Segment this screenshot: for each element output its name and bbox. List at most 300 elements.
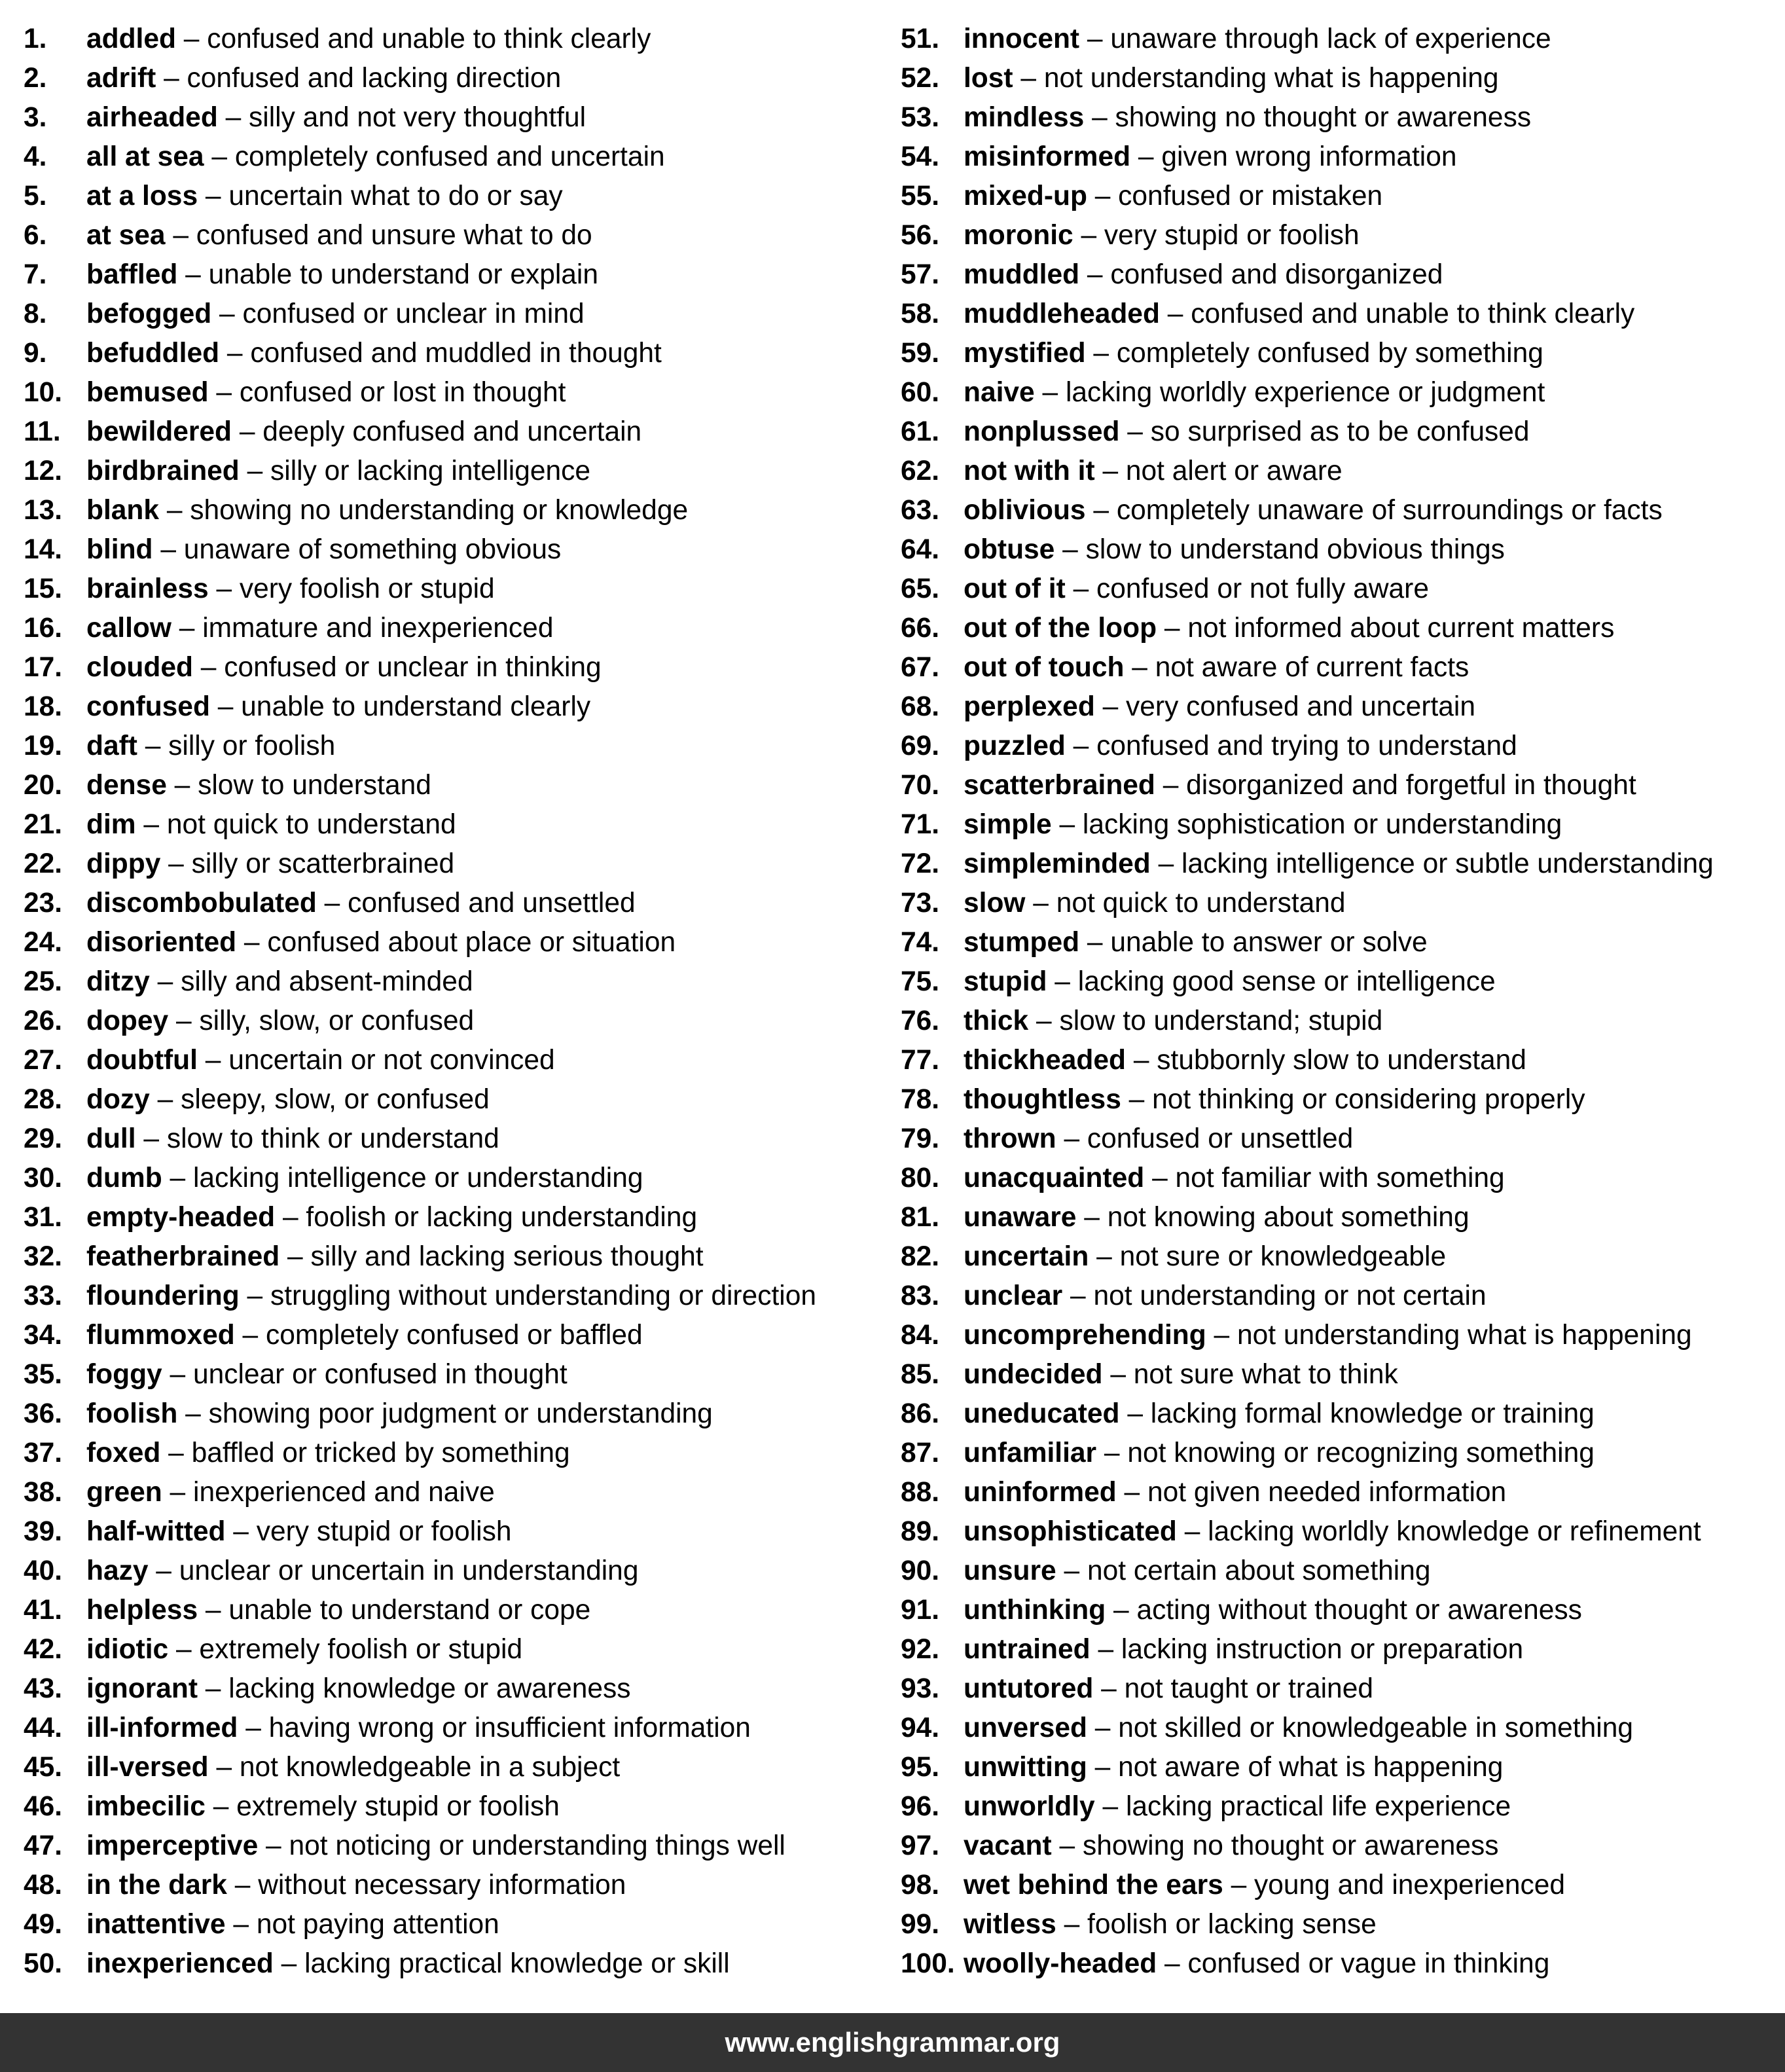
item-separator: – [1167,299,1183,329]
item-separator: – [1070,1281,1086,1311]
item-separator: – [1163,770,1179,801]
item-definition: confused and unsettled [348,888,636,918]
item-number: 13. [24,495,63,526]
item-separator: – [226,338,243,369]
item-separator: – [185,259,201,290]
item-separator: – [168,848,184,879]
item-definition: confused or unclear in thinking [224,652,602,683]
item-number: 93. [901,1673,940,1704]
item-number: 83. [901,1281,940,1311]
item-separator: – [211,141,228,172]
item-separator: – [1096,1241,1112,1272]
item-separator: – [1055,966,1070,997]
item-definition: not given needed information [1147,1477,1507,1508]
list-item [901,1866,1778,1905]
item-definition: slow to understand; stupid [1059,1006,1383,1036]
item-definition: not alert or aware [1125,456,1343,486]
item-number: 16. [24,613,63,644]
item-number: 56. [901,220,940,251]
item-number: 84. [901,1320,940,1351]
item-definition: confused or unclear in mind [242,299,585,329]
list-item [24,216,894,255]
list-item [901,1159,1778,1198]
item-term: muddleheaded [964,299,1160,329]
item-separator: – [175,1634,192,1665]
item-definition: showing no thought or awareness [1082,1830,1499,1861]
list-item [901,255,1778,295]
item-separator: – [1184,1516,1200,1547]
item-term: unclear [964,1281,1063,1311]
item-number: 62. [901,456,940,486]
item-definition: not taught or trained [1124,1673,1373,1704]
item-number: 100. [901,1948,955,1979]
item-separator: – [213,1791,229,1822]
item-term: bewildered [86,416,232,447]
list-item [24,491,894,530]
item-number: 70. [901,770,940,801]
item-number: 66. [901,613,940,644]
list-item [24,373,894,412]
item-term: idiotic [86,1634,169,1665]
item-separator: – [1101,1673,1117,1704]
item-number: 46. [24,1791,63,1822]
list-item [901,20,1778,59]
item-separator: – [233,1516,249,1547]
list-item [901,1630,1778,1669]
item-number: 20. [24,770,63,801]
item-term: thickheaded [964,1045,1126,1076]
item-separator: – [281,1948,297,1979]
item-separator: – [247,456,263,486]
list-item [24,1669,894,1709]
item-term: wet behind the ears [964,1870,1223,1900]
item-definition: unaware of something obvious [183,534,562,565]
item-term: muddled [964,259,1080,290]
list-item [901,1198,1778,1237]
item-separator: – [166,495,183,526]
item-definition: lacking formal knowledge or training [1150,1398,1595,1429]
item-separator: – [1093,338,1109,369]
item-term: doubtful [86,1045,198,1076]
item-definition: without necessary information [258,1870,626,1900]
item-separator: – [143,809,160,840]
list-item [24,98,894,137]
item-definition: immature and inexperienced [202,613,554,644]
item-number: 58. [901,299,940,329]
item-definition: having wrong or insufficient information [268,1713,751,1743]
item-separator: – [157,1084,173,1115]
item-number: 94. [901,1713,940,1743]
list-item [24,295,894,334]
item-term: perplexed [964,691,1095,722]
item-definition: not understanding what is happening [1236,1320,1692,1351]
item-definition: completely confused and uncertain [234,141,665,172]
list-item [24,962,894,1002]
item-definition: young and inexperienced [1254,1870,1565,1900]
item-separator: – [216,377,232,408]
item-term: witless [964,1909,1056,1940]
list-item [901,1394,1778,1434]
item-term: imbecilic [86,1791,206,1822]
item-separator: – [168,1438,184,1468]
list-item [901,1827,1778,1866]
item-definition: silly and not very thoughtful [249,102,586,133]
item-definition: stubbornly slow to understand [1157,1045,1526,1076]
list-item [901,412,1778,452]
item-definition: unaware through lack of experience [1110,24,1551,54]
list-item [24,923,894,962]
item-number: 52. [901,63,940,94]
item-separator: – [1094,1752,1111,1783]
list-item [901,1787,1778,1827]
item-separator: – [242,1320,259,1351]
list-item [24,1944,894,1984]
item-separator: – [156,1555,171,1586]
item-separator: – [1087,259,1103,290]
list-item [901,805,1778,845]
item-definition: not familiar with something [1175,1163,1505,1193]
item-number: 59. [901,338,940,369]
list-item [24,1041,894,1080]
item-number: 19. [24,731,63,761]
item-definition: confused and unable to think clearly [1191,299,1635,329]
item-separator: – [1138,141,1154,172]
list-item [901,1552,1778,1591]
item-number: 69. [901,731,940,761]
item-number: 32. [24,1241,63,1272]
item-term: unversed [964,1713,1087,1743]
item-definition: extremely foolish or stupid [199,1634,523,1665]
item-term: misinformed [964,141,1131,172]
item-definition: confused or lost in thought [239,377,566,408]
list-item [24,1748,894,1787]
item-separator: – [243,927,260,958]
item-number: 23. [24,888,63,918]
item-term: stumped [964,927,1080,958]
item-definition: acting without thought or awareness [1136,1595,1582,1626]
item-number: 99. [901,1909,940,1940]
list-item [901,1434,1778,1473]
list-item [24,1905,894,1944]
item-separator: – [1073,731,1089,761]
item-number: 29. [24,1123,63,1154]
item-separator: – [183,24,200,54]
list-item [24,177,894,216]
item-term: daft [86,731,137,761]
item-number: 33. [24,1281,63,1311]
item-definition: silly or lacking intelligence [270,456,591,486]
item-separator: – [219,299,235,329]
item-separator: – [1127,416,1143,447]
item-definition: not aware of what is happening [1118,1752,1504,1783]
list-item [24,1002,894,1041]
item-number: 71. [901,809,940,840]
item-definition: showing poor judgment or understanding [208,1398,713,1429]
item-definition: confused and muddled in thought [250,338,662,369]
item-number: 4. [24,141,47,172]
item-term: unsophisticated [964,1516,1177,1547]
item-number: 68. [901,691,940,722]
item-term: ignorant [86,1673,198,1704]
item-separator: – [1087,927,1103,958]
list-item [901,1944,1778,1984]
item-definition: baffled or tricked by something [191,1438,570,1468]
list-item [901,452,1778,491]
item-number: 72. [901,848,940,879]
item-term: stupid [964,966,1047,997]
item-separator: – [324,888,340,918]
item-term: hazy [86,1555,149,1586]
item-term: confused [86,691,210,722]
item-separator: – [1020,63,1037,94]
item-number: 10. [24,377,63,408]
item-definition: very confused and uncertain [1126,691,1475,722]
list-item [24,1866,894,1905]
item-definition: foolish or lacking understanding [306,1202,698,1233]
item-term: bemused [86,377,209,408]
item-definition: not quick to understand [1056,888,1346,918]
list-item [901,216,1778,255]
item-separator: – [1102,456,1119,486]
list-item [24,1709,894,1748]
item-number: 37. [24,1438,63,1468]
item-number: 40. [24,1555,63,1586]
item-definition: not certain about something [1087,1555,1431,1586]
item-term: dense [86,770,167,801]
item-definition: lacking sophistication or understanding [1082,809,1562,840]
item-number: 28. [24,1084,63,1115]
list-item [901,1119,1778,1159]
item-separator: – [1113,1595,1129,1626]
item-separator: – [1098,1634,1114,1665]
item-definition: confused about place or situation [267,927,676,958]
item-term: moronic [964,220,1073,251]
list-item [24,137,894,177]
item-term: dippy [86,848,161,879]
list-item [24,805,894,845]
item-term: at a loss [86,181,198,211]
item-number: 26. [24,1006,63,1036]
item-definition: silly and absent-minded [181,966,473,997]
item-term: untrained [964,1634,1091,1665]
item-term: imperceptive [86,1830,259,1861]
item-separator: – [160,534,176,565]
list-item [24,1512,894,1552]
item-term: airheaded [86,102,218,133]
item-definition: lacking intelligence or understanding [192,1163,643,1193]
item-separator: – [1214,1320,1230,1351]
item-definition: confused or vague in thinking [1187,1948,1550,1979]
item-definition: confused or mistaken [1118,181,1383,211]
item-term: callow [86,613,171,644]
item-definition: foolish or lacking sense [1087,1909,1377,1940]
item-term: uninformed [964,1477,1117,1508]
item-number: 54. [901,141,940,172]
item-definition: lacking intelligence or subtle understanding [1181,848,1714,879]
item-term: unwitting [964,1752,1087,1783]
list-item [901,1041,1778,1080]
word-list [0,20,1785,1984]
item-definition: not quick to understand [166,809,456,840]
item-separator: – [1102,691,1119,722]
list-item [901,962,1778,1002]
item-number: 25. [24,966,63,997]
list-item [24,1080,894,1119]
item-term: helpless [86,1595,198,1626]
item-term: ill-versed [86,1752,209,1783]
item-separator: – [234,1870,251,1900]
item-separator: – [1042,377,1058,408]
item-number: 30. [24,1163,63,1193]
item-number: 65. [901,573,940,604]
item-definition: not knowing or recognizing something [1127,1438,1595,1468]
item-term: green [86,1477,162,1508]
list-item [901,923,1778,962]
list-item [901,1316,1778,1355]
item-number: 11. [24,416,61,447]
item-number: 9. [24,338,47,369]
item-term: inattentive [86,1909,226,1940]
item-definition: unable to understand or explain [208,259,599,290]
item-term: half-witted [86,1516,226,1547]
item-term: scatterbrained [964,770,1155,801]
item-term: out of it [964,573,1066,604]
list-item [24,452,894,491]
item-number: 76. [901,1006,940,1036]
item-separator: – [1127,1398,1143,1429]
list-item [901,334,1778,373]
item-separator: – [1064,1555,1080,1586]
list-item [901,766,1778,805]
item-number: 75. [901,966,940,997]
list-item [901,845,1778,884]
item-separator: – [205,1595,221,1626]
item-number: 49. [24,1909,63,1940]
item-definition: not knowing about something [1107,1202,1469,1233]
item-number: 81. [901,1202,940,1233]
item-definition: not informed about current matters [1187,613,1615,644]
list-item [901,648,1778,687]
list-item [24,59,894,98]
item-term: unacquainted [964,1163,1145,1193]
item-definition: confused or not fully aware [1096,573,1429,604]
item-separator: – [1110,1359,1126,1390]
item-number: 85. [901,1359,940,1390]
list-item [901,687,1778,727]
list-item [24,1434,894,1473]
item-term: in the dark [86,1870,227,1900]
item-definition: struggling without understanding or direction [270,1281,816,1311]
footer-url: www.englishgrammar.org [725,2027,1060,2058]
item-definition: lacking knowledge or awareness [228,1673,631,1704]
item-number: 15. [24,573,63,604]
item-term: unaware [964,1202,1077,1233]
item-term: uncertain [964,1241,1089,1272]
item-definition: silly or foolish [168,731,336,761]
item-term: addled [86,24,176,54]
list-item [24,1630,894,1669]
item-number: 97. [901,1830,940,1861]
item-number: 88. [901,1477,940,1508]
item-separator: – [1036,1006,1052,1036]
item-definition: very foolish or stupid [239,573,495,604]
item-separator: – [174,770,190,801]
list-item [901,137,1778,177]
item-separator: – [1064,1123,1080,1154]
item-term: oblivious [964,495,1086,526]
item-term: thick [964,1006,1029,1036]
item-number: 90. [901,1555,940,1586]
item-term: foolish [86,1398,178,1429]
item-separator: – [1084,1202,1100,1233]
list-item [24,1787,894,1827]
item-number: 2. [24,63,47,94]
list-item [901,373,1778,412]
item-definition: silly, slow, or confused [199,1006,475,1036]
item-number: 18. [24,691,63,722]
item-definition: uncertain or not convinced [228,1045,555,1076]
item-definition: confused and disorganized [1110,259,1443,290]
item-definition: not noticing or understanding things well [289,1830,785,1861]
item-number: 53. [901,102,940,133]
item-term: out of the loop [964,613,1157,644]
item-number: 12. [24,456,63,486]
item-term: dumb [86,1163,162,1193]
item-number: 78. [901,1084,940,1115]
item-definition: unclear or uncertain in understanding [179,1555,639,1586]
item-separator: – [170,1163,186,1193]
list-item [24,1355,894,1394]
list-item [901,177,1778,216]
item-separator: – [1164,613,1180,644]
item-term: undecided [964,1359,1103,1390]
item-definition: silly and lacking serious thought [310,1241,704,1272]
item-definition: very stupid or foolish [256,1516,512,1547]
item-term: innocent [964,24,1080,54]
item-number: 6. [24,220,47,251]
item-definition: uncertain what to do or say [228,181,563,211]
list-item [24,1119,894,1159]
item-number: 44. [24,1713,63,1743]
item-number: 5. [24,181,47,211]
item-separator: – [1059,809,1075,840]
item-separator: – [185,1398,201,1429]
item-term: puzzled [964,731,1066,761]
list-item [24,609,894,648]
item-definition: lacking practical life experience [1125,1791,1511,1822]
list-item [901,295,1778,334]
item-term: floundering [86,1281,240,1311]
item-definition: extremely stupid or foolish [236,1791,560,1822]
list-item [24,1237,894,1277]
list-item [901,1591,1778,1630]
item-term: blank [86,495,160,526]
item-number: 73. [901,888,940,918]
item-definition: inexperienced and naive [193,1477,495,1508]
list-item [24,648,894,687]
list-item [901,1277,1778,1316]
list-item [901,609,1778,648]
item-definition: confused or unsettled [1087,1123,1354,1154]
item-definition: confused and unsure what to do [196,220,592,251]
item-separator: – [216,1752,232,1783]
list-item [901,530,1778,570]
item-definition: lacking instruction or preparation [1121,1634,1524,1665]
item-separator: – [1102,1791,1119,1822]
item-definition: not understanding what is happening [1043,63,1499,94]
list-item [24,1394,894,1434]
item-number: 92. [901,1634,940,1665]
